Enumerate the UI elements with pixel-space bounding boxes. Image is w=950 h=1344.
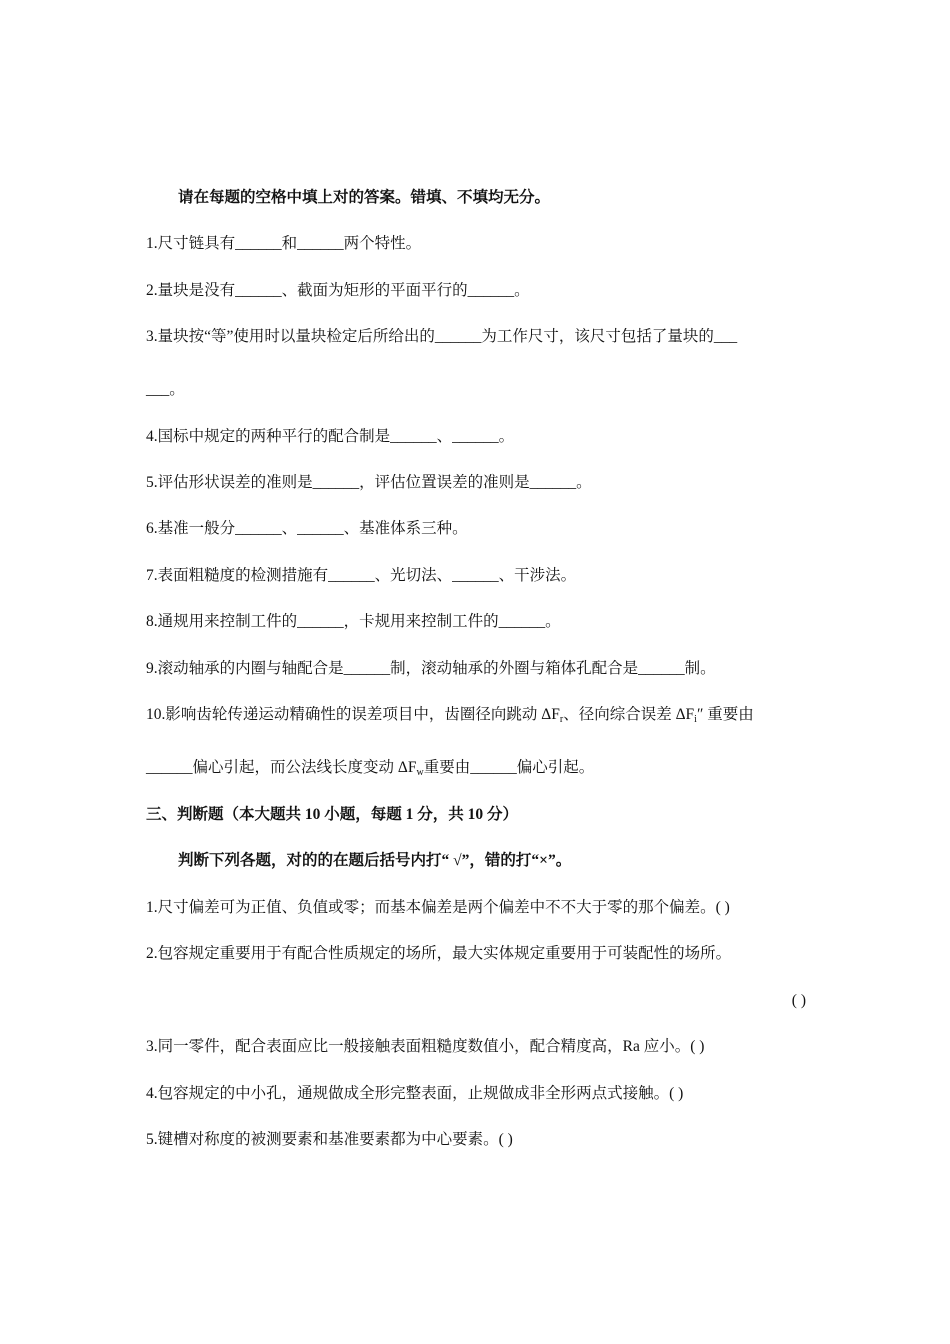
fill-instruction: 请在每题的空格中填上对的答案。错填、不填均无分。	[178, 189, 551, 206]
q10-part-c: ″ 重要由	[696, 706, 754, 723]
judge-question-4: 4.包容规定的中小孔，通规做成全形完整表面，止规做成非全形两点式接触。( )	[146, 1085, 684, 1102]
fill-question-1: 1.尺寸链具有______和______两个特性。	[146, 235, 422, 252]
q10-part-d: ______偏心引起，而公法线长度变动 ΔF	[146, 759, 417, 776]
q10-sub-r: r	[559, 714, 564, 725]
fill-question-5: 5.评估形状误差的准则是______，评估位置误差的准则是______。	[146, 474, 592, 491]
q10-sub-w: w	[416, 767, 424, 778]
q10-part-b: 、径向综合误差 ΔF	[563, 706, 695, 723]
fill-question-8: 8.通规用来控制工件的______，卡规用来控制工件的______。	[146, 613, 561, 630]
judge-instruction: 判断下列各题，对的的在题后括号内打“ √”，错的打“×”。	[178, 852, 572, 869]
q10-sub-i: i	[694, 714, 697, 725]
fill-question-2: 2.量块是没有______、截面为矩形的平面平行的______。	[146, 282, 530, 299]
judge-question-3: 3.同一零件，配合表面应比一般接触表面粗糙度数值小，配合精度高，Ra 应小。( )	[146, 1038, 705, 1055]
q10-part-e: 重要由______偏心引起。	[423, 759, 595, 776]
judge-question-2: 2.包容规定重要用于有配合性质规定的场所，最大实体规定重要用于可装配性的场所。	[146, 945, 732, 962]
judge-question-1: 1.尺寸偏差可为正值、负值或零；而基本偏差是两个偏差中不不大于零的那个偏差。( )	[146, 899, 730, 916]
judge-question-5: 5.键槽对称度的被测要素和基准要素都为中心要素。( )	[146, 1131, 513, 1148]
fill-question-4: 4.国标中规定的两种平行的配合制是______、______。	[146, 428, 515, 445]
fill-question-9: 9.滚动轴承的内圈与轴配合是______制，滚动轴承的外圈与箱体孔配合是______制。	[146, 660, 716, 677]
fill-question-3-continued: ___。	[146, 381, 185, 398]
judge-question-2-bracket: ( )	[791, 992, 806, 1009]
fill-question-10-continued	[146, 758, 594, 778]
section-3-title: 三、判断题（本大题共 10 小题，每题 1 分，共 10 分）	[146, 806, 519, 823]
fill-question-7: 7.表面粗糙度的检测措施有______、光切法、______、干涉法。	[146, 567, 577, 584]
q10-part-a: 10.影响齿轮传递运动精确性的误差项目中，齿圈径向跳动 ΔF	[146, 706, 560, 723]
fill-question-3: 3.量块按“等”使用时以量块检定后所给出的______为工作尺寸，该尺寸包括了量块的___	[146, 328, 738, 345]
fill-question-6: 6.基准一般分______、______、基准体系三种。	[146, 520, 468, 537]
fill-question-10	[146, 705, 754, 725]
